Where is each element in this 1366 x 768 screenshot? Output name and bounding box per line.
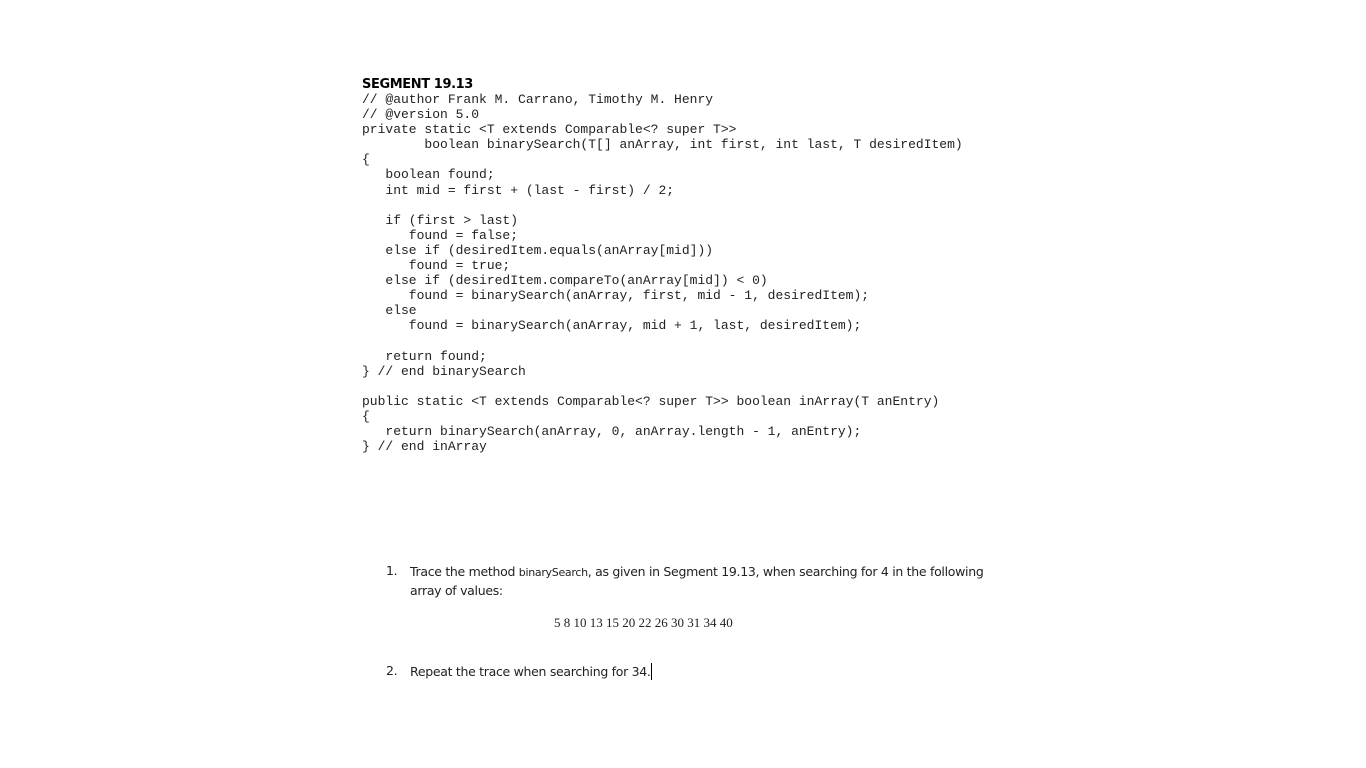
exercise-text-part: Repeat the trace when searching for 34.: [410, 664, 651, 679]
code-line: {: [362, 152, 370, 168]
code-line: else if (desiredItem.equals(anArray[mid])): [362, 242, 714, 258]
exercise-text-part: array of values:: [410, 583, 503, 598]
code-line: boolean binarySearch(T[] anArray, int first, int last, T desiredItem): [362, 137, 963, 153]
code-line: int mid = first + (last - first) / 2;: [362, 182, 675, 198]
code-line: public static <T extends Comparable<? super T>> boolean inArray(T anEntry): [362, 393, 940, 409]
exercise-number: 1.: [386, 563, 398, 578]
code-line: found = false;: [362, 227, 519, 243]
code-listing: [362, 92, 963, 454]
code-line: return found;: [362, 348, 487, 364]
code-line: [362, 379, 963, 394]
code-line: // @author Frank M. Carrano, Timothy M. Henry: [362, 92, 714, 107]
exercise-text-part: Trace the method: [410, 564, 519, 579]
code-line: [362, 198, 963, 213]
exercise-text[interactable]: [410, 663, 652, 681]
segment-title: SEGMENT 19.13: [362, 77, 473, 92]
code-line: found = binarySearch(anArray, mid + 1, last, desiredItem);: [362, 318, 862, 334]
method-name: binarySearch: [518, 566, 588, 579]
exercise-text-part: , as given in Segment 19.13, when searching for 4 in the following: [587, 564, 984, 579]
code-line: found = true;: [362, 258, 511, 274]
code-line: private static <T extends Comparable<? super T>>: [362, 122, 737, 138]
code-line: else if (desiredItem.compareTo(anArray[mid]) < 0): [362, 273, 768, 289]
code-line: } // end inArray: [362, 439, 487, 455]
code-line: // @version 5.0: [362, 107, 480, 123]
code-line: return binarySearch(anArray, 0, anArray.length - 1, anEntry);: [362, 424, 862, 440]
array-values: 5 8 10 13 15 20 22 26 30 31 34 40: [554, 615, 733, 630]
code-line: found = binarySearch(anArray, first, mid - 1, desiredItem);: [362, 288, 870, 304]
exercise-number: 2.: [386, 663, 398, 678]
text-cursor: [651, 663, 652, 680]
code-line: {: [362, 408, 370, 424]
exercise-text[interactable]: [410, 563, 983, 600]
code-line: else: [362, 303, 417, 319]
code-line: boolean found;: [362, 167, 495, 183]
code-line: } // end binarySearch: [362, 363, 526, 379]
code-line: if (first > last): [362, 212, 519, 228]
code-line: [362, 334, 963, 349]
